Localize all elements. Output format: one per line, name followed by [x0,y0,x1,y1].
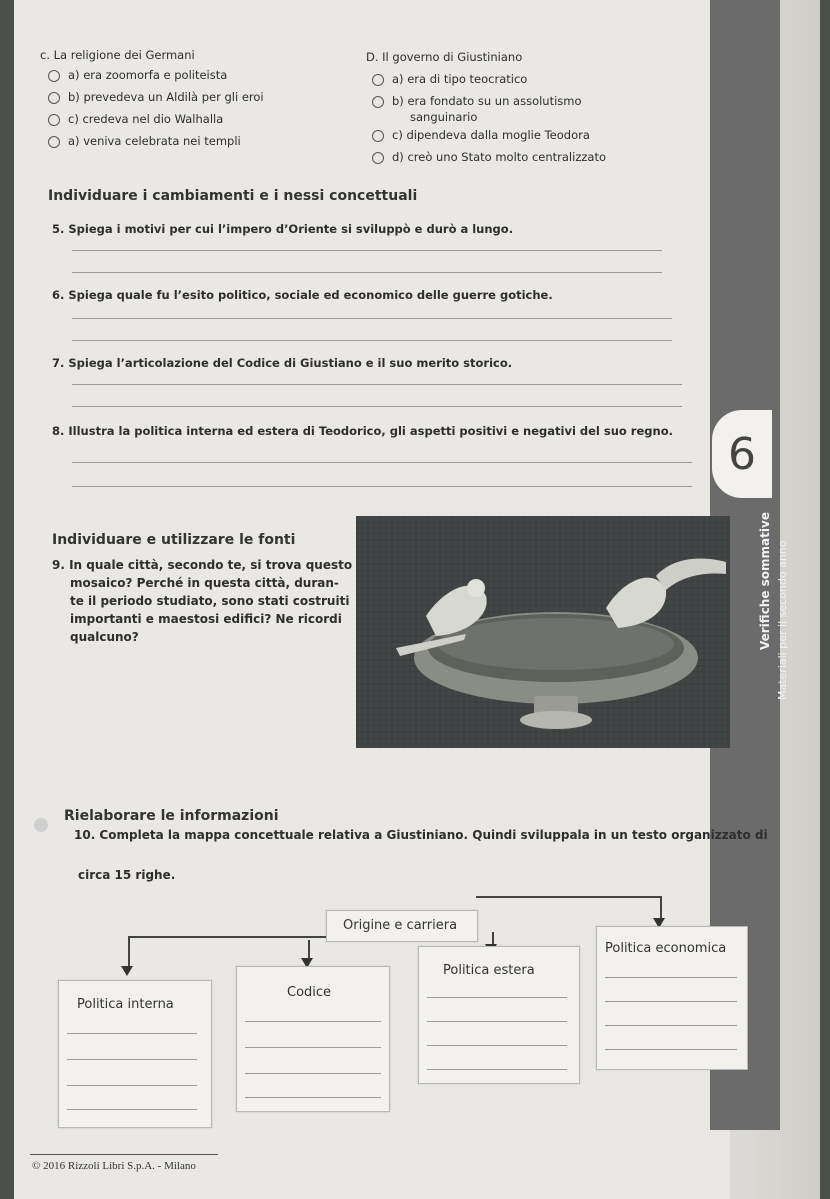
question-8: 8. Illustra la politica interna ed estera di Teodorico, gli aspetti positivi e negativi del suo regno. [52,424,673,438]
question-6: 6. Spiega quale fu l’esito politico, sociale ed economico delle guerre gotiche. [52,288,553,302]
map-box-codice [236,966,390,1112]
question-10-line1: 10. Completa la mappa concettuale relativa a Giustiniano. Quindi sviluppala in un testo organizzato di [74,828,768,842]
answer-line[interactable] [605,1001,737,1002]
map-root-label: Origine e carriera [343,918,458,933]
footer-rule [30,1154,218,1155]
question-c-option[interactable]: c) credeva nel dio Walhalla [48,112,223,126]
answer-line[interactable] [605,977,737,978]
section-heading-rielaborare: Rielaborare le informazioni [64,808,279,824]
question-9: 9. In quale città, secondo te, si trova questo mosaico? Perché in questa città, duran- te il periodo studiato, sono stati costruiti importanti e maestosi edifici? Ne ricordi qualcuno? [52,558,353,644]
radio-circle-icon [48,114,60,126]
section-heading-fonti: Individuare e utilizzare le fonti [52,532,296,548]
answer-line[interactable] [427,1069,567,1070]
question-d-option-cont: sanguinario [410,110,478,124]
answer-line[interactable] [605,1025,737,1026]
radio-circle-icon [48,136,60,148]
sidebar-label-verifiche: Verifiche sommative [758,512,772,650]
answer-line[interactable] [67,1109,197,1110]
bullet-circle-icon [34,818,48,832]
map-box-politica-estera [418,946,580,1084]
answer-line[interactable] [245,1097,381,1098]
map-box-politica-economica [596,926,748,1070]
radio-circle-icon [48,70,60,82]
radio-circle-icon [48,92,60,104]
footer-copyright: © 2016 Rizzoli Libri S.p.A. - Milano [32,1160,196,1172]
answer-line[interactable] [72,250,662,251]
mosaic-doves-image [356,516,730,748]
radio-circle-icon [372,152,384,164]
question-c-option[interactable]: a) era zoomorfa e politeista [48,68,227,82]
answer-line[interactable] [72,486,692,487]
answer-line[interactable] [72,462,692,463]
answer-line[interactable] [605,1049,737,1050]
answer-line[interactable] [67,1033,197,1034]
radio-circle-icon [372,96,384,108]
map-box-label: Politica economica [605,941,727,956]
question-10-line2: circa 15 righe. [78,868,176,882]
answer-line[interactable] [67,1085,197,1086]
map-connector [308,940,310,960]
answer-line[interactable] [245,1073,381,1074]
answer-line[interactable] [427,997,567,998]
answer-line[interactable] [245,1021,381,1022]
question-7: 7. Spiega l’articolazione del Codice di Giustiano e il suo merito storico. [52,356,513,370]
answer-line[interactable] [72,340,672,341]
map-box-label: Politica estera [443,963,535,978]
mosaic-illustration [356,516,730,748]
radio-circle-icon [372,74,384,86]
map-connector [128,936,130,966]
answer-line[interactable] [427,1045,567,1046]
question-d-option[interactable]: a) era di tipo teocratico [372,72,527,86]
section-heading-nessi: Individuare i cambiamenti e i nessi concettuali [48,188,418,204]
question-c-title: c. La religione dei Germani [40,48,195,62]
answer-line[interactable] [72,406,682,407]
answer-line[interactable] [427,1021,567,1022]
map-connector [476,896,660,898]
answer-line[interactable] [72,384,682,385]
question-d-option[interactable]: b) era fondato su un assolutismo [372,94,582,108]
map-connector [128,936,328,938]
question-c-option[interactable]: b) prevedeva un Aldilà per gli eroi [48,90,264,104]
answer-line[interactable] [72,272,662,273]
map-box-label: Codice [287,985,332,1000]
map-box-politica-interna [58,980,212,1128]
map-root-box [326,910,478,942]
map-connector [660,896,662,918]
answer-line[interactable] [67,1059,197,1060]
answer-line[interactable] [72,318,672,319]
sidebar-label-materiali: Materiali per il secondo anno [776,540,789,700]
chapter-number: 6 [712,410,772,498]
radio-circle-icon [372,130,384,142]
question-d-option[interactable]: d) creò uno Stato molto centralizzato [372,150,606,164]
question-d-option[interactable]: c) dipendeva dalla moglie Teodora [372,128,590,142]
map-box-label: Politica interna [77,997,174,1012]
question-d-title: D. Il governo di Giustiniano [366,50,523,64]
answer-line[interactable] [245,1047,381,1048]
question-5: 5. Spiega i motivi per cui l’impero d’Oriente si sviluppò e durò a lungo. [52,222,514,236]
arrow-down-icon [121,966,133,976]
question-c-option[interactable]: a) veniva celebrata nei templi [48,134,241,148]
